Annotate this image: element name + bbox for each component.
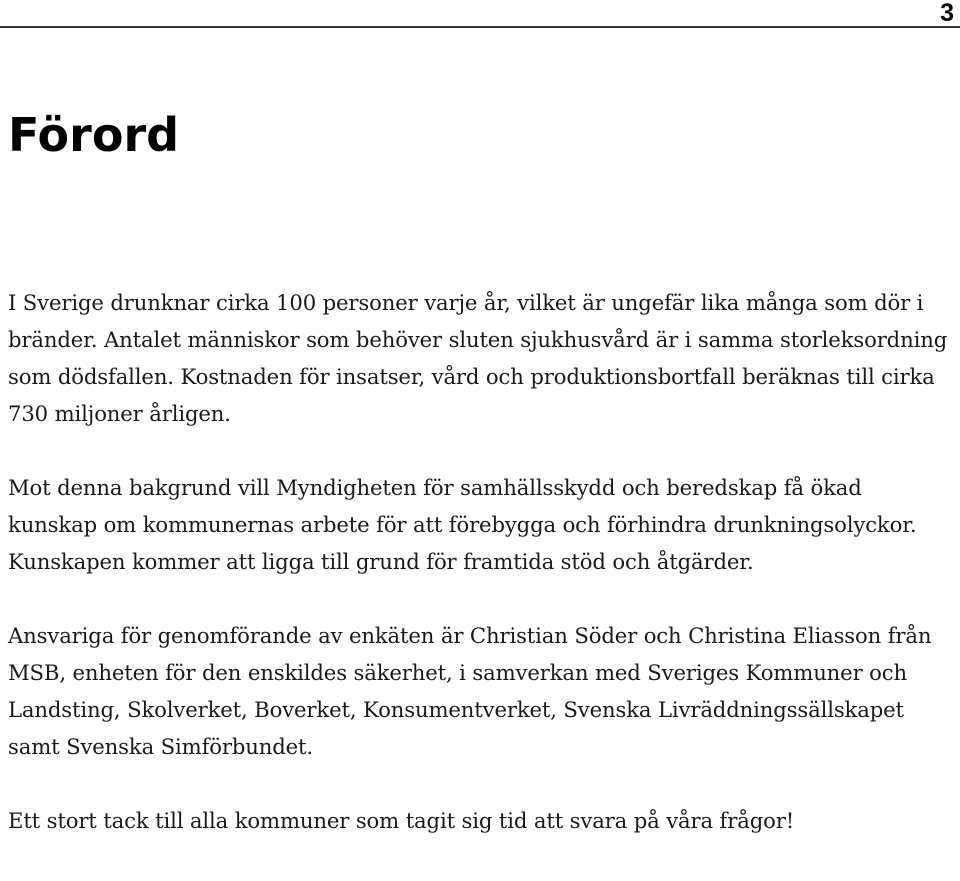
paragraph-thanks: Ett stort tack till alla kommuner som tagit sig tid att svara på våra frågor!	[8, 808, 795, 833]
header-rule	[0, 26, 960, 28]
paragraph-background: Mot denna bakgrund vill Myndigheten för samhällsskydd och beredskap få ökad kunskap om kommunernas arbete för att förebygga och förhindra drunkningsolyckor. Kunskapen kommer att ligga till grund för framtida stöd och åtgärder.	[8, 475, 917, 574]
page-title: Förord	[8, 108, 180, 162]
paragraph-intro: I Sverige drunknar cirka 100 personer varje år, vilket är ungefär lika många som dör i bränder. Antalet människor som behöver sluten sjukhusvård är i samma storleksordning som dödsfallen. Kostnaden för insatser, vård och produktionsbortfall beräknas till cirka 730 miljoner årligen.	[8, 290, 948, 426]
page-number: 3	[940, 0, 954, 27]
body-text	[8, 284, 953, 839]
paragraph-responsible: Ansvariga för genomförande av enkäten är Christian Söder och Christina Eliasson från MSB, enheten för den enskildes säkerhet, i samverkan med Sveriges Kommuner och Landsting, Skolverket, Boverket, Konsumentverket, Svenska Livräddningssällskapet samt Svenska Simförbundet.	[8, 623, 932, 759]
